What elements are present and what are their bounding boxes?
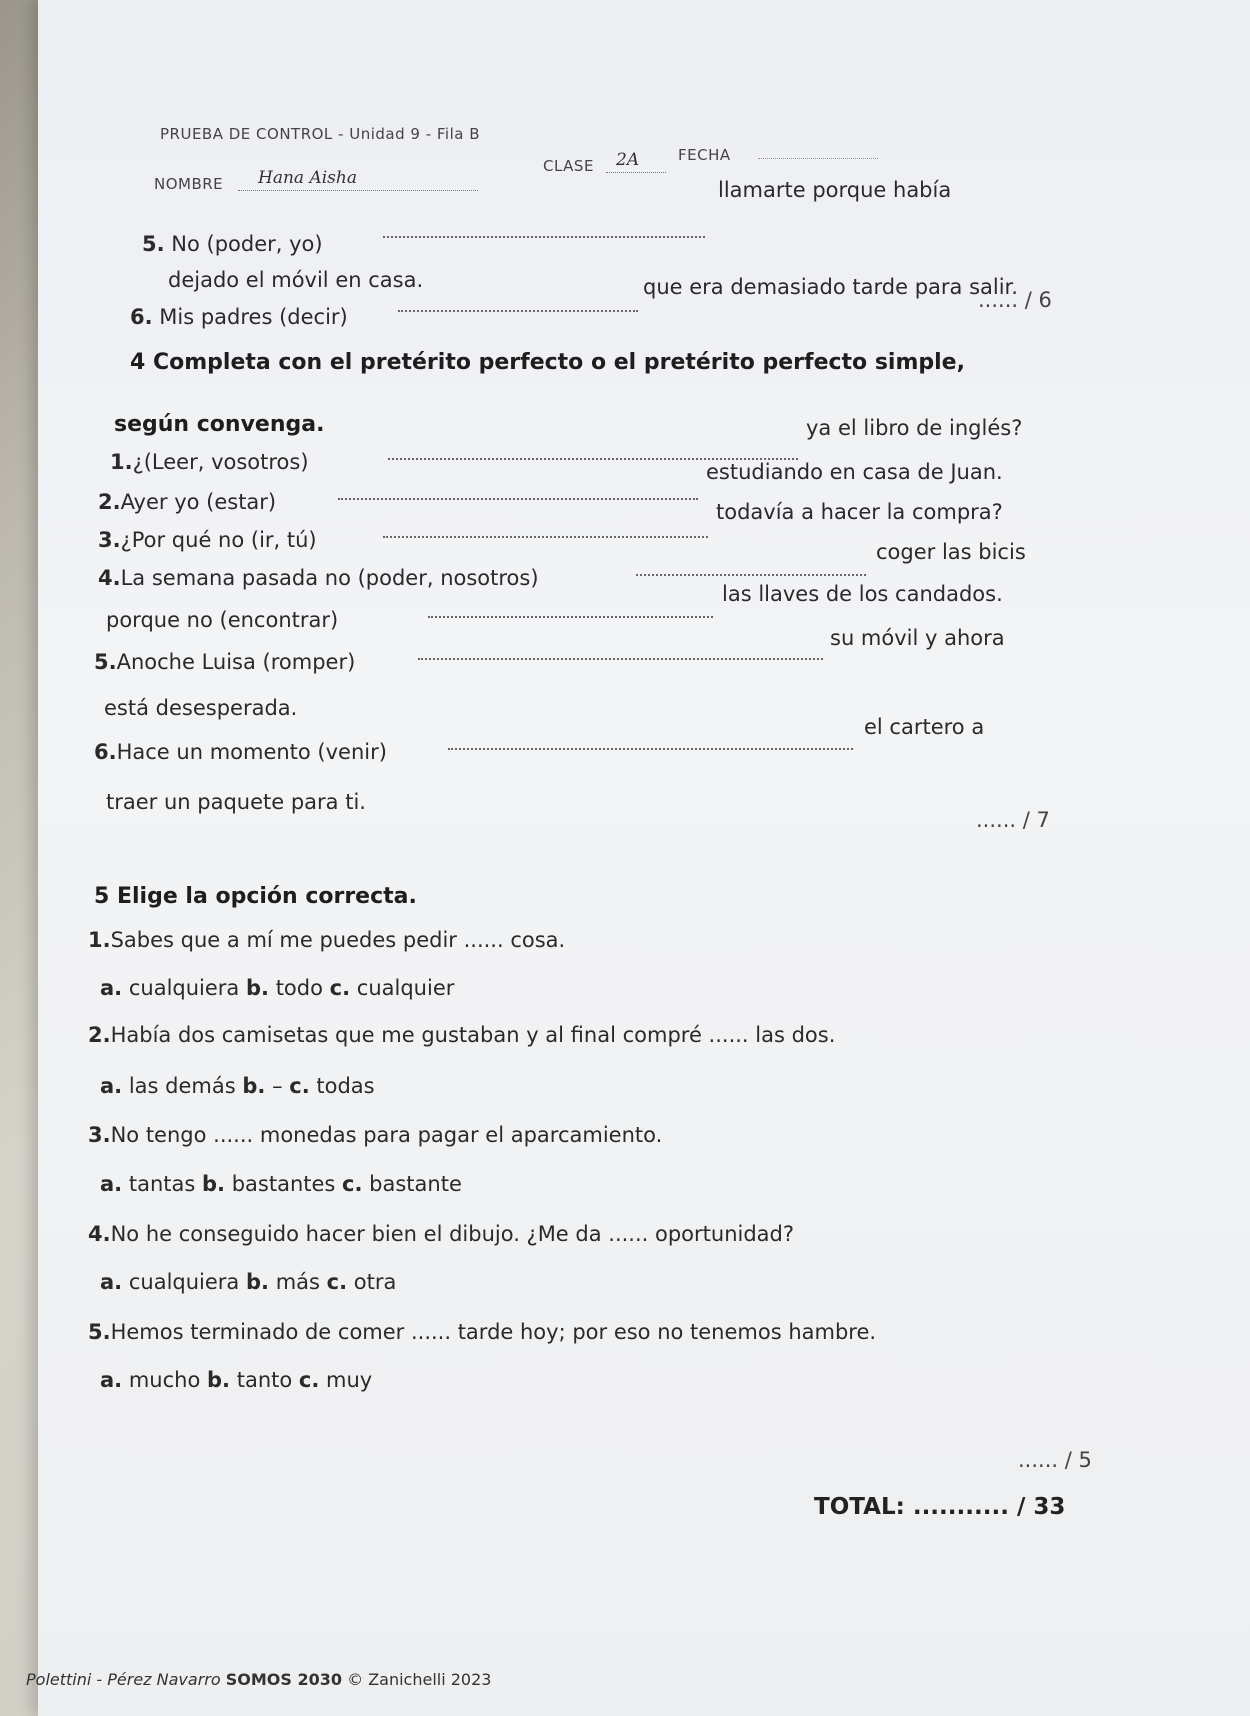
nombre-value: Hana Aisha [258,168,357,188]
s4-item4b-blank[interactable] [428,598,713,618]
s5-question-3: 3.No tengo ...... monedas para pagar el aparcamiento. [88,1123,663,1147]
p3-item6-after: que era demasiado tarde para salir. [643,275,1018,299]
worksheet-page [26,0,1250,1716]
p3-item5-blank[interactable] [383,218,705,238]
s5-question-1: 1.Sabes que a mí me puedes pedir ...... cosa. [88,928,566,952]
s5-options-2: a. las demás b. – c. todas [100,1074,375,1098]
s4-item6: 6.Hace un momento (venir) [94,740,387,764]
s4-item2-after: estudiando en casa de Juan. [706,460,1003,484]
s5-q5-option-c[interactable]: muy [326,1368,373,1392]
s5-options-3: a. tantas b. bastantes c. bastante [100,1172,462,1196]
p3-item6-blank[interactable] [398,292,638,312]
s5-q1-option-b[interactable]: todo [275,976,323,1000]
clase-label: CLASE [543,157,594,175]
s4-item1: 1.¿(Leer, vosotros) [110,450,309,474]
p3-score: ...... / 6 [978,288,1052,312]
s5-q5-option-b[interactable]: tanto [236,1368,293,1392]
s5-q3-option-a[interactable]: tantas [128,1172,196,1196]
section5-score: ...... / 5 [1018,1448,1092,1472]
s5-q2-option-c[interactable]: todas [316,1074,375,1098]
s4-item3: 3.¿Por qué no (ir, tú) [98,528,317,552]
s5-q3-option-b[interactable]: bastantes [231,1172,336,1196]
fecha-label: FECHA [678,146,731,164]
p3-item5-after: llamarte porque había [718,178,952,202]
nombre-field[interactable] [238,168,478,191]
s5-question-2: 2.Había dos camisetas que me gustaban y al final compré ...... las dos. [88,1023,836,1047]
s5-options-4: a. cualquiera b. más c. otra [100,1270,397,1294]
s5-q5-option-a[interactable]: mucho [128,1368,201,1392]
total-score [814,1494,1065,1520]
section4-title: 4 Completa con el pretérito perfecto o el pretérito perfecto simple, [130,350,965,375]
s5-q1-option-c[interactable]: cualquier [356,976,455,1000]
s4-item2: 2.Ayer yo (estar) [98,490,277,514]
s4-item2-blank[interactable] [338,480,698,500]
s4-item3-after: todavía a hacer la compra? [716,500,1003,524]
clase-value: 2A [616,150,640,170]
s4-item6-after: el cartero a [864,715,985,739]
section4-score: ...... / 7 [976,808,1050,832]
s5-question-4: 4.No he conseguido hacer bien el dibujo. ¿Me da ...... oportunidad? [88,1222,795,1246]
s4-item5: 5.Anoche Luisa (romper) [94,650,356,674]
section4-subtitle: según convenga. [114,412,325,437]
total-label: TOTAL: [814,1494,905,1520]
s5-q2-option-b[interactable]: – [272,1074,283,1098]
s4-item6-blank[interactable] [448,730,853,750]
footer-credit: Polettini - Pérez Navarro SOMOS 2030 © Zanichelli 2023 [26,1670,492,1689]
s5-question-5: 5.Hemos terminado de comer ...... tarde hoy; por eso no tenemos hambre. [88,1320,877,1344]
s5-q4-option-c[interactable]: otra [353,1270,397,1294]
s4-item1-after: ya el libro de inglés? [806,416,1023,440]
s4-item4b-after: las llaves de los candados. [722,582,1003,606]
s5-q2-option-a[interactable]: las demás [128,1074,236,1098]
s5-q1-option-a[interactable]: cualquiera [128,976,240,1000]
fecha-field[interactable] [758,140,878,159]
s4-item5-after: su móvil y ahora [830,626,1005,650]
s4-item3-blank[interactable] [383,518,708,538]
nombre-label: NOMBRE [154,175,224,193]
s5-q3-option-c[interactable]: bastante [369,1172,462,1196]
clase-field[interactable] [606,150,666,173]
s4-item4-blank[interactable] [636,556,866,576]
s4-item4-after: coger las bicis [876,540,1026,564]
s4-item1-blank[interactable] [388,440,798,460]
p3-item6: 6. Mis padres (decir) [130,305,348,329]
p3-item5: 5. No (poder, yo) [142,232,323,256]
s5-q4-option-a[interactable]: cualquiera [128,1270,240,1294]
s5-options-5: a. mucho b. tanto c. muy [100,1368,373,1392]
s5-options-1: a. cualquiera b. todo c. cualquier [100,976,455,1000]
total-value: ........... / 33 [912,1494,1066,1520]
s4-item4: 4.La semana pasada no (poder, nosotros) [98,566,539,590]
s4-item6-line2: traer un paquete para ti. [106,790,366,814]
test-title: PRUEBA DE CONTROL - Unidad 9 - Fila B [160,125,481,143]
p3-item5-cont: dejado el móvil en casa. [168,268,424,292]
s4-item5-line2: está desesperada. [104,696,298,720]
s4-item4-line2: porque no (encontrar) [106,608,339,632]
section5-title: 5 Elige la opción correcta. [94,884,417,909]
s5-q4-option-b[interactable]: más [275,1270,320,1294]
s4-item5-blank[interactable] [418,640,823,660]
